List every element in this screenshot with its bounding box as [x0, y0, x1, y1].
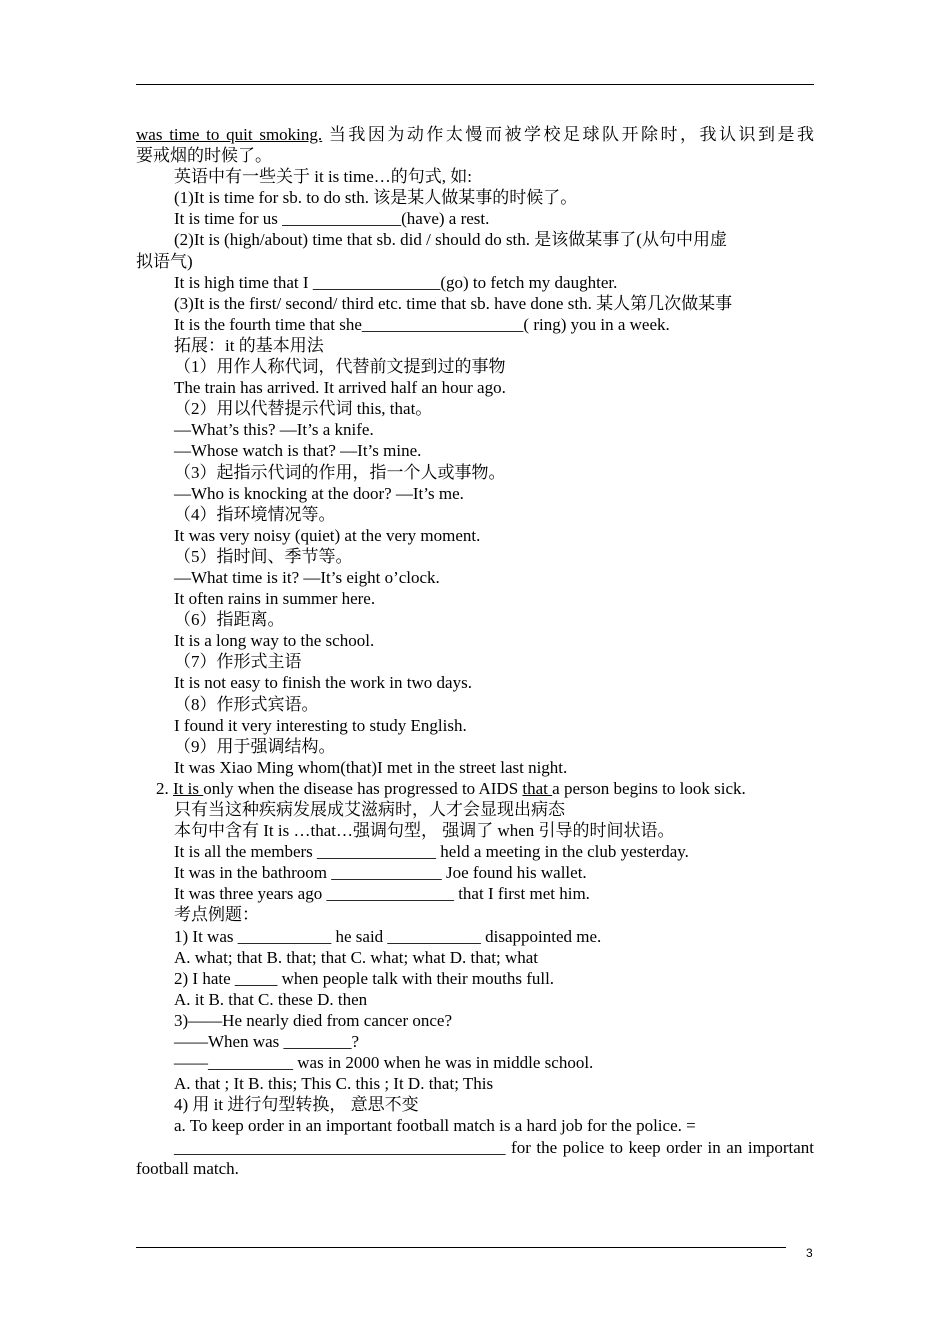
- text-line: 本句中含有 It is …that…强调句型， 强调了 when 引导的时间状语。: [174, 821, 675, 841]
- text-line: 拟语气): [136, 251, 193, 271]
- text-line: 要戒烟的时候了。: [136, 146, 272, 166]
- example-line: The train has arrived. It arrived half an hour ago.: [174, 378, 506, 398]
- exercise-line: It was in the bathroom _____________ Joe found his wallet.: [174, 863, 587, 883]
- exercise-line: It is the fourth time that she___________________( ring) you in a week.: [174, 314, 670, 334]
- text-line: 只有当这种疾病发展成艾滋病时，人才会显现出病态: [174, 800, 565, 819]
- item-2-paragraph: 2. It is only when the disease has progressed to AIDS that a person begins to look sick.: [156, 778, 746, 798]
- example-line: It was Xiao Ming whom(that)I met in the street last night.: [174, 757, 568, 777]
- final-paragraph: _______________________________________ for the police to keep order in an important football match.: [136, 1137, 814, 1178]
- example-line: —What time is it? —It’s eight o’clock.: [174, 567, 440, 587]
- example-line: —Whose watch is that? —It’s mine.: [174, 441, 422, 461]
- text-line: （7）作形式主语: [174, 652, 302, 672]
- example-line: —Who is knocking at the door? —It’s me.: [174, 483, 464, 503]
- text-line: （6）指距离。: [174, 610, 285, 630]
- footer-rule: [136, 1247, 786, 1248]
- example-line: I found it very interesting to study English.: [174, 715, 467, 735]
- text-line: （9）用于强调结构。: [174, 736, 336, 756]
- text-line: （8）作形式宾语。: [174, 694, 319, 714]
- question-line: ——When was ________?: [174, 1032, 360, 1052]
- question-line: a. To keep order in an important football match is a hard job for the police. =: [174, 1116, 696, 1136]
- question-line: 4) 用 it 进行句型转换， 意思不变: [174, 1095, 419, 1115]
- exercise-line: It is high time that I _______________(go) to fetch my daughter.: [174, 272, 618, 292]
- text-line: was time to quit smoking. 当我因为动作太慢而被学校足球队开除时，我认识到是我: [136, 125, 814, 144]
- text-line: （2）用以代替提示代词 this, that。: [174, 399, 433, 419]
- example-line: It is not easy to finish the work in two days.: [174, 673, 472, 693]
- section-heading: 考点例题：: [174, 905, 259, 925]
- text-line: （4）指环境情况等。: [174, 504, 336, 524]
- section-heading: 拓展：it 的基本用法: [174, 335, 324, 355]
- text-line: 英语中有一些关于 it is time…的句式, 如:: [174, 167, 472, 187]
- example-line: It is a long way to the school.: [174, 631, 375, 651]
- question-line: 3)——He nearly died from cancer once?: [174, 1010, 453, 1030]
- text-line: (1)It is time for sb. to do sth. 该是某人做某事的时候了。: [174, 188, 578, 208]
- text-line: （1）用作人称代词，代替前文提到过的事物: [174, 357, 506, 377]
- exercise-line: It was three years ago _______________ that I first met him.: [174, 884, 590, 904]
- page-number: 3: [806, 1246, 813, 1260]
- text-line: (3)It is the first/ second/ third etc. time that sb. have done sth. 某人第几次做某事: [174, 293, 733, 313]
- text-line: （3）起指示代词的作用，指一个人或事物。: [174, 462, 506, 482]
- header-rule: [136, 84, 814, 85]
- options-line: A. it B. that C. these D. then: [174, 989, 368, 1009]
- exercise-line: It is all the members ______________ held a meeting in the club yesterday.: [174, 842, 689, 862]
- document-body: [136, 124, 814, 1179]
- exercise-line: It is time for us ______________(have) a rest.: [174, 209, 490, 229]
- options-line: A. what; that B. that; that C. what; what D. that; what: [174, 947, 539, 967]
- example-line: —What’s this? —It’s a knife.: [174, 420, 374, 440]
- options-line: A. that ; It B. this; This C. this ; It D. that; This: [174, 1074, 494, 1094]
- example-line: It often rains in summer here.: [174, 589, 376, 609]
- example-line: It was very noisy (quiet) at the very moment.: [174, 525, 481, 545]
- question-line: 2) I hate _____ when people talk with their mouths full.: [174, 968, 555, 988]
- text-line: (2)It is (high/about) time that sb. did / should do sth. 是该做某事了(从句中用虚: [174, 230, 727, 250]
- question-line: 1) It was ___________ he said ___________ disappointed me.: [174, 926, 602, 946]
- text-line: （5）指时间、季节等。: [174, 546, 353, 566]
- question-line: ——__________ was in 2000 when he was in middle school.: [174, 1053, 594, 1073]
